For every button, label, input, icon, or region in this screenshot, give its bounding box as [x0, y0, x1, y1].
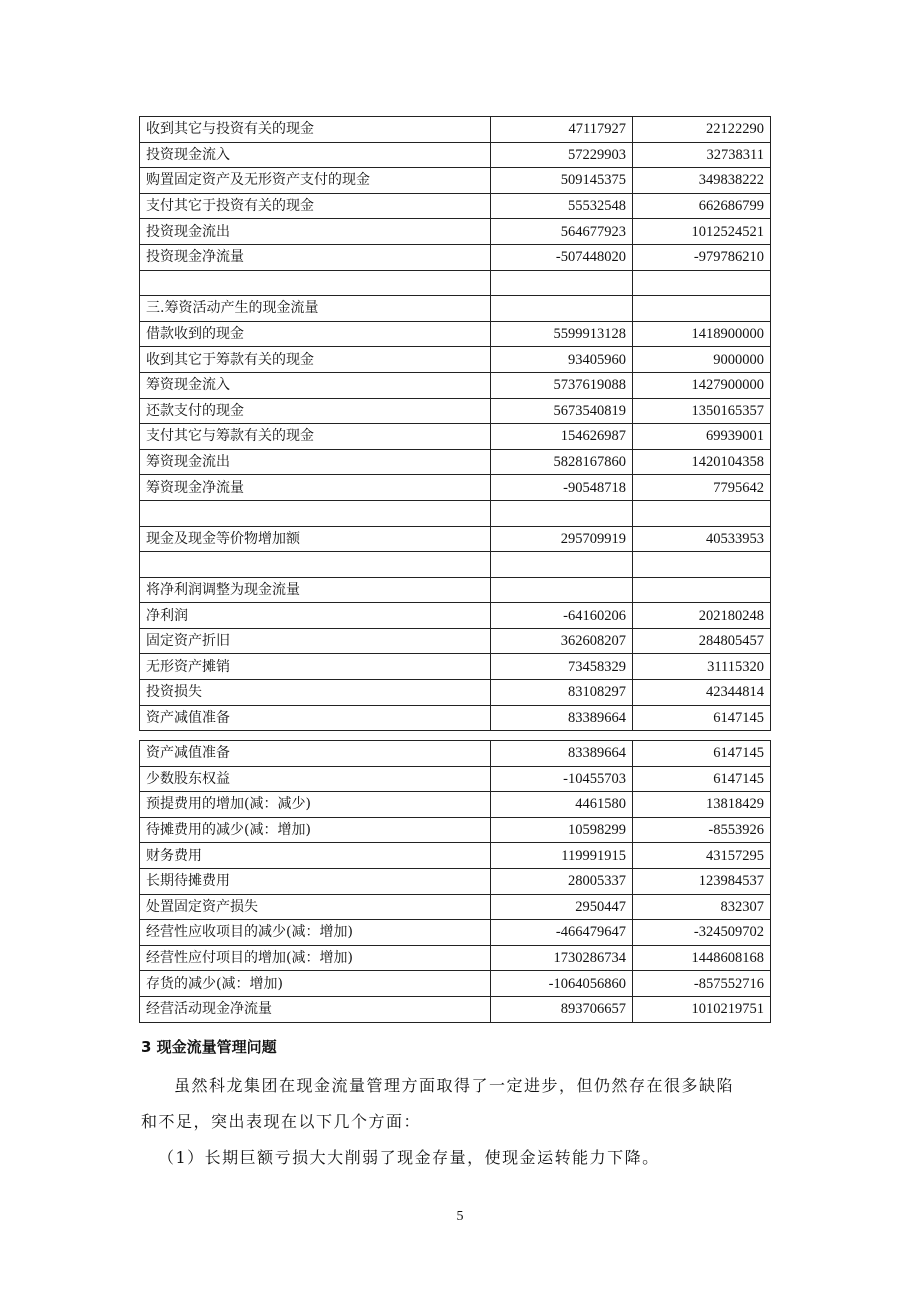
value-col-1: 83389664: [491, 705, 633, 731]
cash-flow-table-bottom: [139, 740, 771, 1023]
row-label: [140, 500, 491, 526]
value-col-2: -979786210: [633, 244, 771, 270]
paragraph-line: 和不足，突出表现在以下几个方面：: [141, 1112, 422, 1131]
value-col-1: -1064056860: [491, 971, 633, 997]
value-col-1: 83108297: [491, 680, 633, 706]
value-col-2: [633, 552, 771, 578]
row-label: 购置固定资产及无形资产支付的现金: [140, 168, 491, 194]
table-row: [140, 168, 771, 194]
row-label: 经营活动现金净流量: [140, 996, 491, 1022]
value-col-1: 57229903: [491, 142, 633, 168]
value-col-1: 564677923: [491, 219, 633, 245]
table-row: [140, 372, 771, 398]
value-col-2: 1012524521: [633, 219, 771, 245]
value-col-1: 55532548: [491, 193, 633, 219]
value-col-2: -8553926: [633, 817, 771, 843]
row-label: 存货的减少(减：增加): [140, 971, 491, 997]
table-row: [140, 843, 771, 869]
value-col-2: 6147145: [633, 741, 771, 767]
value-col-1: 83389664: [491, 741, 633, 767]
value-col-2: 13818429: [633, 792, 771, 818]
table-row: [140, 971, 771, 997]
value-col-1: 154626987: [491, 424, 633, 450]
value-col-1: -64160206: [491, 603, 633, 629]
row-label: 将净利润调整为现金流量: [140, 577, 491, 603]
value-col-2: 1448608168: [633, 945, 771, 971]
value-col-1: 73458329: [491, 654, 633, 680]
value-col-2: 1427900000: [633, 372, 771, 398]
table-row: [140, 654, 771, 680]
table-row: [140, 270, 771, 296]
table-row: [140, 894, 771, 920]
table-row: [140, 741, 771, 767]
row-label: 待摊费用的减少(减：增加): [140, 817, 491, 843]
table-row: [140, 628, 771, 654]
value-col-1: [491, 270, 633, 296]
value-col-2: 7795642: [633, 475, 771, 501]
row-label: 经营性应收项目的减少(减：增加): [140, 920, 491, 946]
row-label: 处置固定资产损失: [140, 894, 491, 920]
value-col-1: 5737619088: [491, 372, 633, 398]
row-label: [140, 270, 491, 296]
row-label: 无形资产摊销: [140, 654, 491, 680]
table-row: [140, 449, 771, 475]
row-label: 还款支付的现金: [140, 398, 491, 424]
paragraph-line: （1）长期巨额亏损大大削弱了现金存量，使现金运转能力下降。: [158, 1148, 660, 1167]
table-row: [140, 680, 771, 706]
row-label: 资产减值准备: [140, 705, 491, 731]
row-label: 投资现金流出: [140, 219, 491, 245]
value-col-2: 42344814: [633, 680, 771, 706]
value-col-2: 43157295: [633, 843, 771, 869]
table-row: [140, 552, 771, 578]
value-col-1: 893706657: [491, 996, 633, 1022]
row-label: 财务费用: [140, 843, 491, 869]
table-row: [140, 868, 771, 894]
row-label: 少数股东权益: [140, 766, 491, 792]
table-row: [140, 766, 771, 792]
row-label: 净利润: [140, 603, 491, 629]
table-row: [140, 193, 771, 219]
row-label: 筹资现金净流量: [140, 475, 491, 501]
row-label: 筹资现金流出: [140, 449, 491, 475]
value-col-1: -507448020: [491, 244, 633, 270]
value-col-2: 40533953: [633, 526, 771, 552]
value-col-1: 1730286734: [491, 945, 633, 971]
value-col-1: -10455703: [491, 766, 633, 792]
value-col-2: [633, 270, 771, 296]
value-col-1: 509145375: [491, 168, 633, 194]
table-row: [140, 321, 771, 347]
table-row: [140, 347, 771, 373]
value-col-2: 832307: [633, 894, 771, 920]
value-col-1: -90548718: [491, 475, 633, 501]
value-col-2: 69939001: [633, 424, 771, 450]
value-col-2: -857552716: [633, 971, 771, 997]
value-col-2: 284805457: [633, 628, 771, 654]
value-col-1: 10598299: [491, 817, 633, 843]
value-col-2: 1010219751: [633, 996, 771, 1022]
value-col-2: 32738311: [633, 142, 771, 168]
value-col-1: 119991915: [491, 843, 633, 869]
paragraph-line: 虽然科龙集团在现金流量管理方面取得了一定进步，但仍然存在很多缺陷: [174, 1076, 735, 1095]
value-col-1: [491, 552, 633, 578]
table-row: [140, 398, 771, 424]
value-col-2: 9000000: [633, 347, 771, 373]
value-col-1: 362608207: [491, 628, 633, 654]
value-col-2: 6147145: [633, 766, 771, 792]
table-row: [140, 244, 771, 270]
value-col-1: 4461580: [491, 792, 633, 818]
row-label: 收到其它与投资有关的现金: [140, 117, 491, 143]
value-col-1: [491, 500, 633, 526]
table-row: [140, 603, 771, 629]
table-row: [140, 817, 771, 843]
table-row: [140, 996, 771, 1022]
row-label: 经营性应付项目的增加(减：增加): [140, 945, 491, 971]
value-col-1: 93405960: [491, 347, 633, 373]
value-col-2: 349838222: [633, 168, 771, 194]
row-label: 三.筹资活动产生的现金流量: [140, 296, 491, 322]
row-label: 支付其它与筹款有关的现金: [140, 424, 491, 450]
table-row: [140, 475, 771, 501]
table-row: [140, 577, 771, 603]
value-col-2: 123984537: [633, 868, 771, 894]
page-number: 5: [456, 1209, 464, 1224]
table-row: [140, 117, 771, 143]
row-label: 借款收到的现金: [140, 321, 491, 347]
table-row: [140, 424, 771, 450]
row-label: 投资现金流入: [140, 142, 491, 168]
row-label: 现金及现金等价物增加额: [140, 526, 491, 552]
row-label: 资产减值准备: [140, 741, 491, 767]
value-col-1: 5599913128: [491, 321, 633, 347]
row-label: 长期待摊费用: [140, 868, 491, 894]
row-label: 投资现金净流量: [140, 244, 491, 270]
value-col-2: 31115320: [633, 654, 771, 680]
value-col-2: 662686799: [633, 193, 771, 219]
value-col-2: 1418900000: [633, 321, 771, 347]
value-col-2: 22122290: [633, 117, 771, 143]
section-heading: 3 现金流量管理问题: [141, 1038, 277, 1056]
value-col-1: 295709919: [491, 526, 633, 552]
value-col-1: [491, 577, 633, 603]
table-row: [140, 792, 771, 818]
value-col-1: [491, 296, 633, 322]
value-col-1: 28005337: [491, 868, 633, 894]
table-row: [140, 526, 771, 552]
row-label: 支付其它于投资有关的现金: [140, 193, 491, 219]
row-label: 筹资现金流入: [140, 372, 491, 398]
value-col-2: [633, 500, 771, 526]
row-label: 投资损失: [140, 680, 491, 706]
table-row: [140, 296, 771, 322]
value-col-2: 6147145: [633, 705, 771, 731]
value-col-1: 2950447: [491, 894, 633, 920]
table-row: [140, 945, 771, 971]
value-col-2: 1350165357: [633, 398, 771, 424]
value-col-2: 202180248: [633, 603, 771, 629]
table-row: [140, 920, 771, 946]
row-label: 固定资产折旧: [140, 628, 491, 654]
value-col-1: 5828167860: [491, 449, 633, 475]
row-label: 收到其它于筹款有关的现金: [140, 347, 491, 373]
table-row: [140, 705, 771, 731]
value-col-2: 1420104358: [633, 449, 771, 475]
table-row: [140, 500, 771, 526]
value-col-2: [633, 577, 771, 603]
table-row: [140, 219, 771, 245]
cash-flow-table-top: [139, 116, 771, 731]
value-col-1: 5673540819: [491, 398, 633, 424]
table-row: [140, 142, 771, 168]
row-label: 预提费用的增加(减：减少): [140, 792, 491, 818]
row-label: [140, 552, 491, 578]
value-col-2: [633, 296, 771, 322]
value-col-1: 47117927: [491, 117, 633, 143]
value-col-2: -324509702: [633, 920, 771, 946]
value-col-1: -466479647: [491, 920, 633, 946]
